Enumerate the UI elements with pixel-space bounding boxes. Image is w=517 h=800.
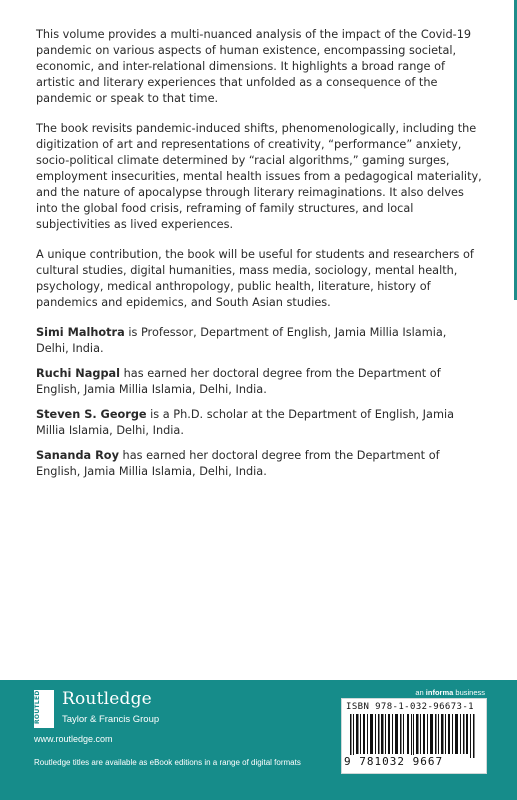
author-name: Sananda Roy	[36, 449, 119, 462]
author-bio	[36, 448, 482, 480]
publisher-group: Taylor & Francis Group	[62, 714, 160, 725]
description-paragraph-1: This volume provides a multi-nuanced analysis of the impact of the Covid-19 pandemic on various aspects of human existence, encompassing societal, economic, and inter-relational dimensions. It highlights a broad range of artistic and literary experiences that unfolded as a consequence of the pandemic or speak to that time.	[36, 28, 472, 105]
description-paragraph-3: A unique contribution, the book will be useful for students and researchers of cultural studies, digital humanities, mass media, sociology, mental health, psychology, medical anthropology, public health, literature, history of pandemics and epidemics, and South Asian studies.	[36, 248, 474, 309]
logo-mark-text: ROUTLEDGE	[34, 680, 41, 724]
author-bio	[36, 366, 482, 398]
informa-suffix: business	[453, 688, 485, 697]
barcode-bars-icon	[350, 714, 478, 758]
informa-prefix: an	[415, 688, 426, 697]
description-paragraph-2: The book revisits pandemic-induced shifts, phenomenologically, including the digitization of art and representations of creativity, “performance” anxiety, socio-political climate determined by “racial algorithms,” gaming surges, employment insecurities, mental health issues from a pedagogical materiality, and the nature of apocalypse through literary reimaginations. It also delves into the global food crisis, reframing of family structures, and local subjectivities as lived experiences.	[36, 122, 482, 231]
author-bio-text: has earned her doctoral degree from the Department of English, Jamia Millia Islamia, Delhi, India.	[36, 449, 440, 478]
author-bio-text: is a Ph.D. scholar at the Department of English, Jamia Millia Islamia, Delhi, India.	[36, 408, 455, 437]
author-bio	[36, 407, 482, 439]
routledge-logo-icon	[34, 680, 54, 728]
author-name: Ruchi Nagpal	[36, 367, 121, 380]
informa-business-label	[415, 688, 485, 697]
ebook-note: Routledge titles are available as eBook editions in a range of digital formats	[34, 758, 301, 767]
author-bio	[36, 325, 482, 357]
publisher-website[interactable]: www.routledge.com	[34, 734, 113, 744]
author-name: Steven S. George	[36, 408, 147, 421]
author-bio-text: is Professor, Department of English, Jamia Millia Islamia, Delhi, India.	[36, 326, 447, 355]
isbn-label: ISBN 978-1-032-96673-1	[346, 702, 475, 712]
author-bio-text: has earned her doctoral degree from the Department of English, Jamia Millia Islamia, Delhi, India.	[36, 367, 441, 396]
author-name: Simi Malhotra	[36, 326, 125, 339]
isbn-barcode	[341, 698, 487, 774]
publisher-name: Routledge	[62, 689, 152, 709]
barcode-digits: 9 781032 9667	[344, 755, 444, 768]
informa-brand: informa	[425, 688, 454, 697]
back-cover-text	[36, 27, 482, 489]
